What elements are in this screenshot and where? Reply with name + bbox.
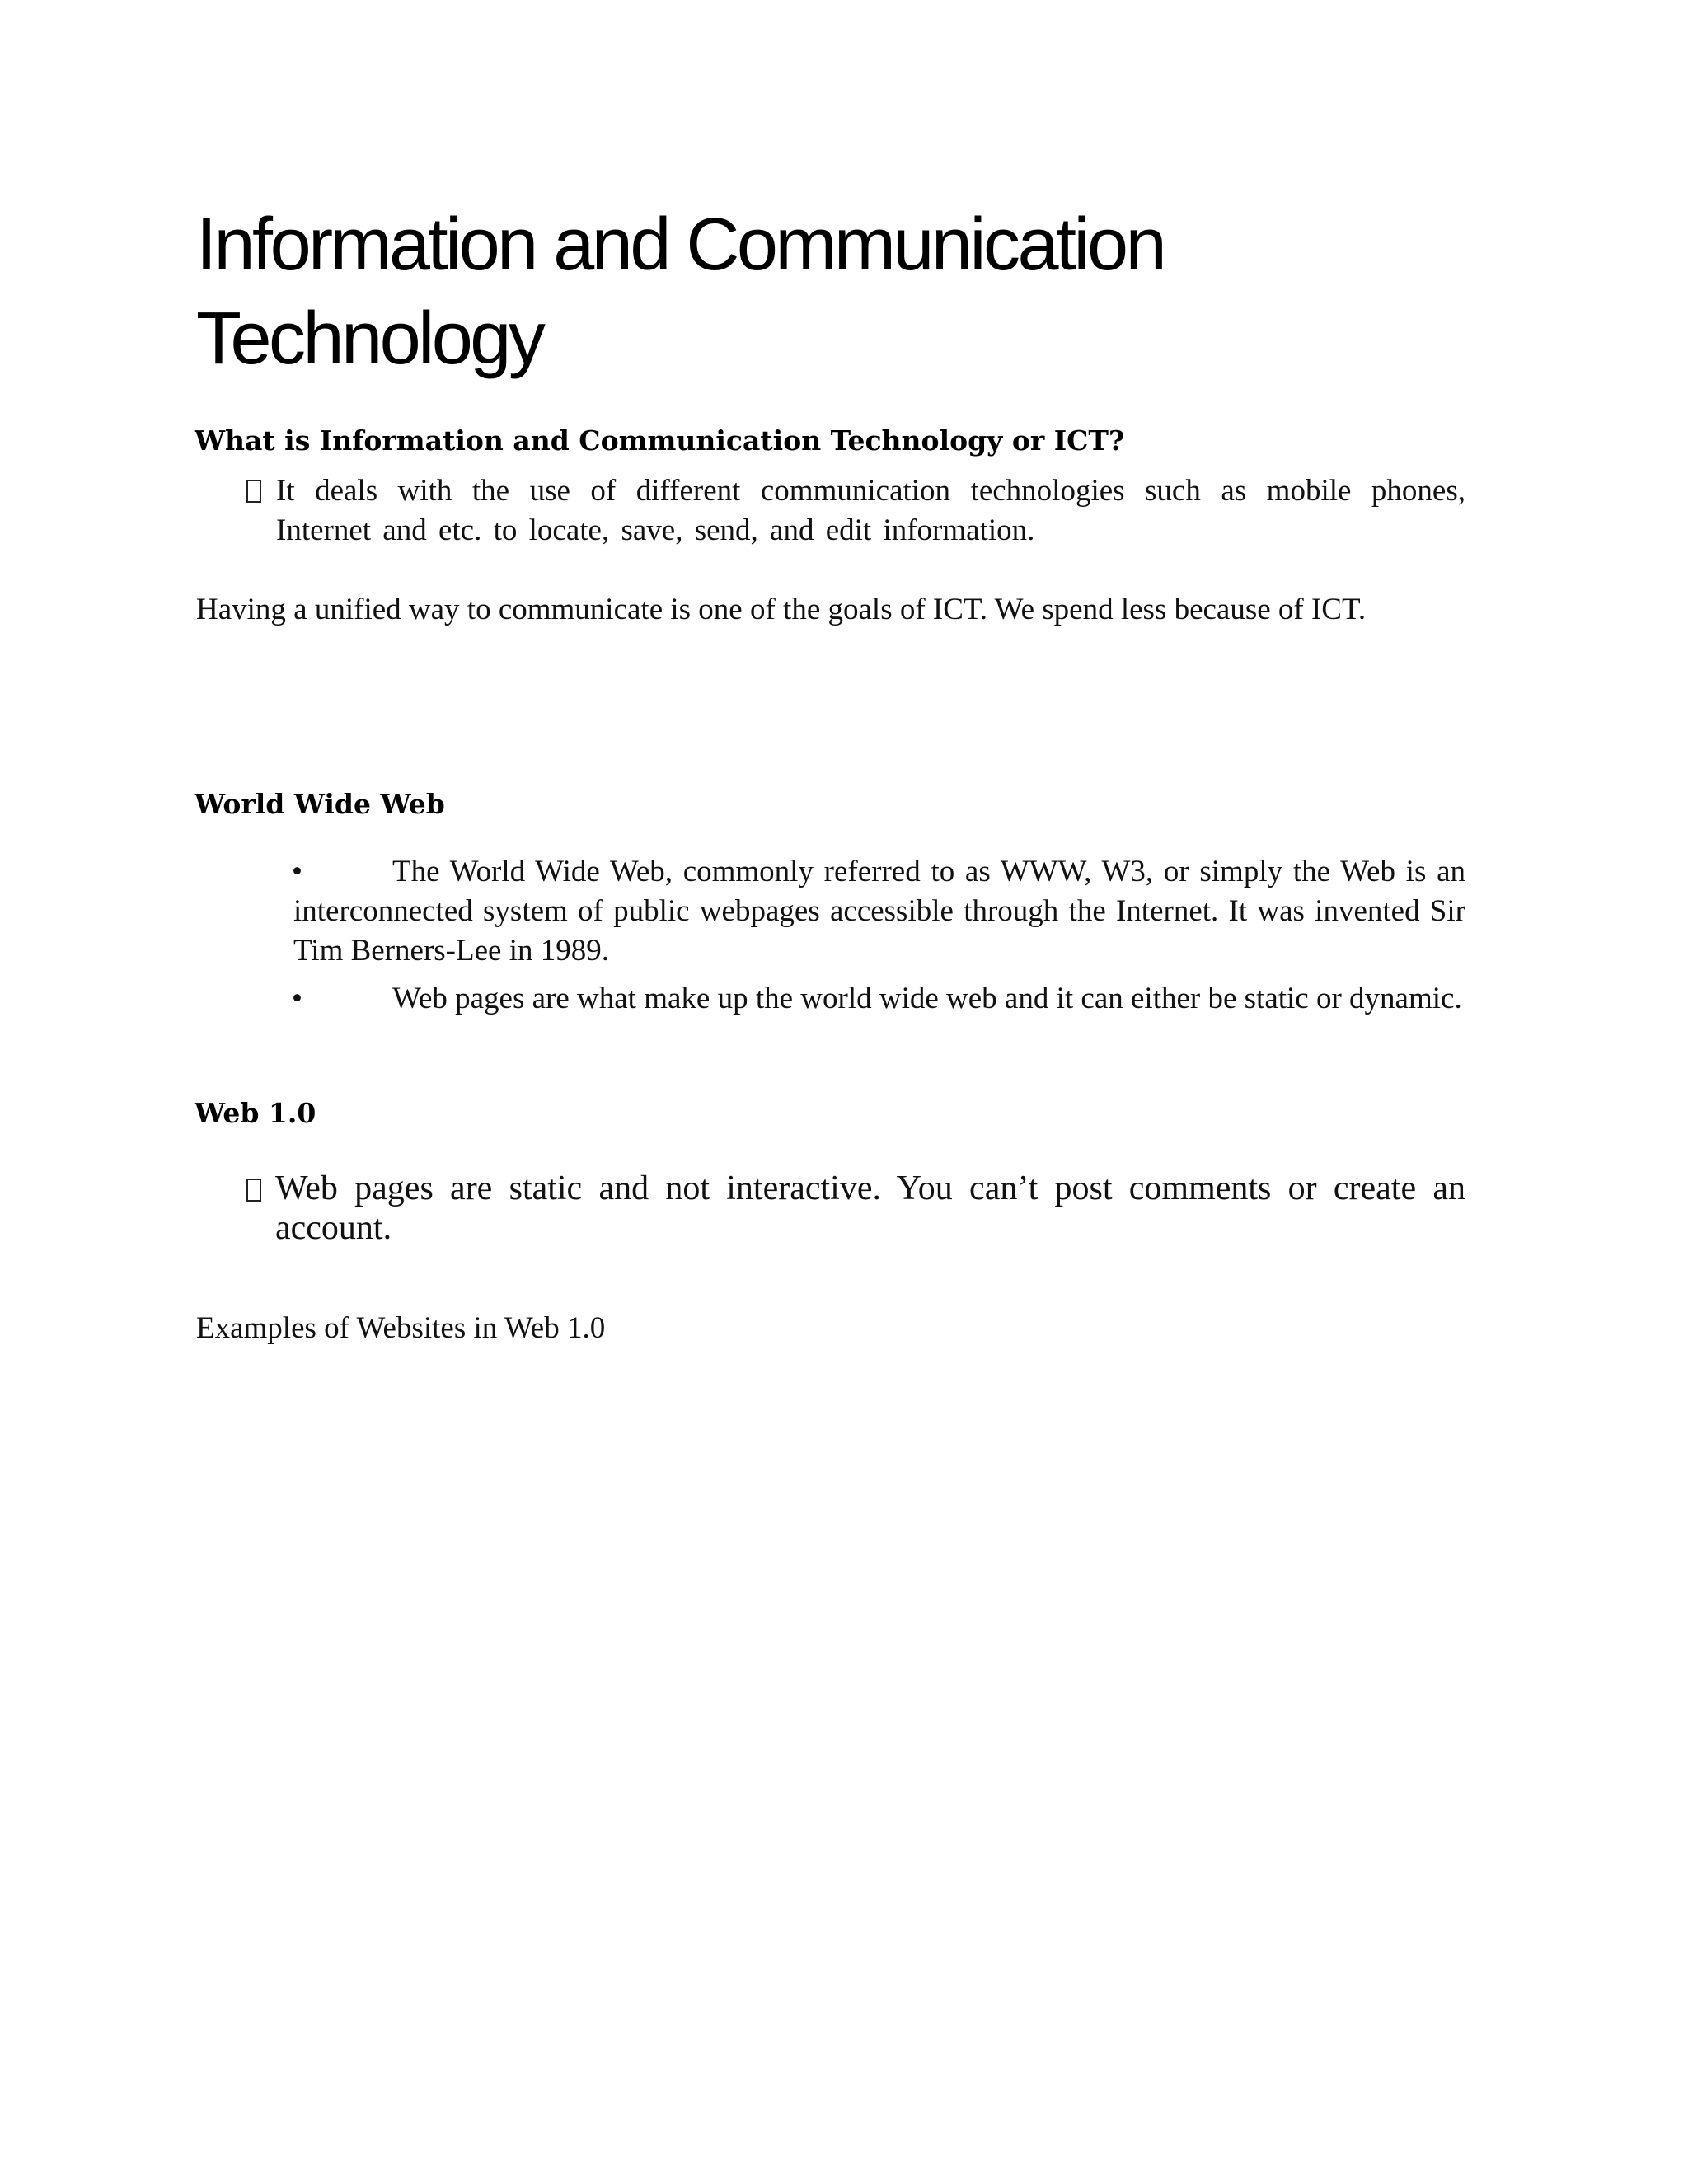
section-heading-ict: What is Information and Communication Technology or ICT? [195,424,1125,457]
bullet-marker: • [292,855,302,888]
www-pages-text: Web pages are what make up the world wide web and it can either be static or dynamic. [392,982,1462,1015]
section-heading-web1: Web 1.0 [195,1097,316,1129]
document-title: Information and Communication Technology [196,204,1165,380]
square-bullet-icon [246,480,261,503]
ict-definition-text: It deals with the use of different communication technologies such as mobile phones, Internet and etc. to locate, save, send, and edit information. [276,474,1465,547]
square-bullet-icon [246,1179,261,1202]
web1-description-text: Web pages are static and not interactive. You can’t post comments or create an account. [275,1169,1465,1247]
ict-paragraph: Having a unified way to communicate is one of the goals of ICT. We spend less because of ICT. [196,593,1367,626]
section-heading-www: World Wide Web [195,788,445,820]
list-item [275,471,1465,551]
web1-examples-text: Examples of Websites in Web 1.0 [196,1311,606,1345]
www-definition-text: The World Wide Web, commonly referred to as WWW, W3, or simply the Web is an interconnected system of public webpages accessible through the Internet. It was invented Sir Tim Berners-Lee in 1989. [293,855,1465,968]
bullet-marker: • [292,982,302,1015]
